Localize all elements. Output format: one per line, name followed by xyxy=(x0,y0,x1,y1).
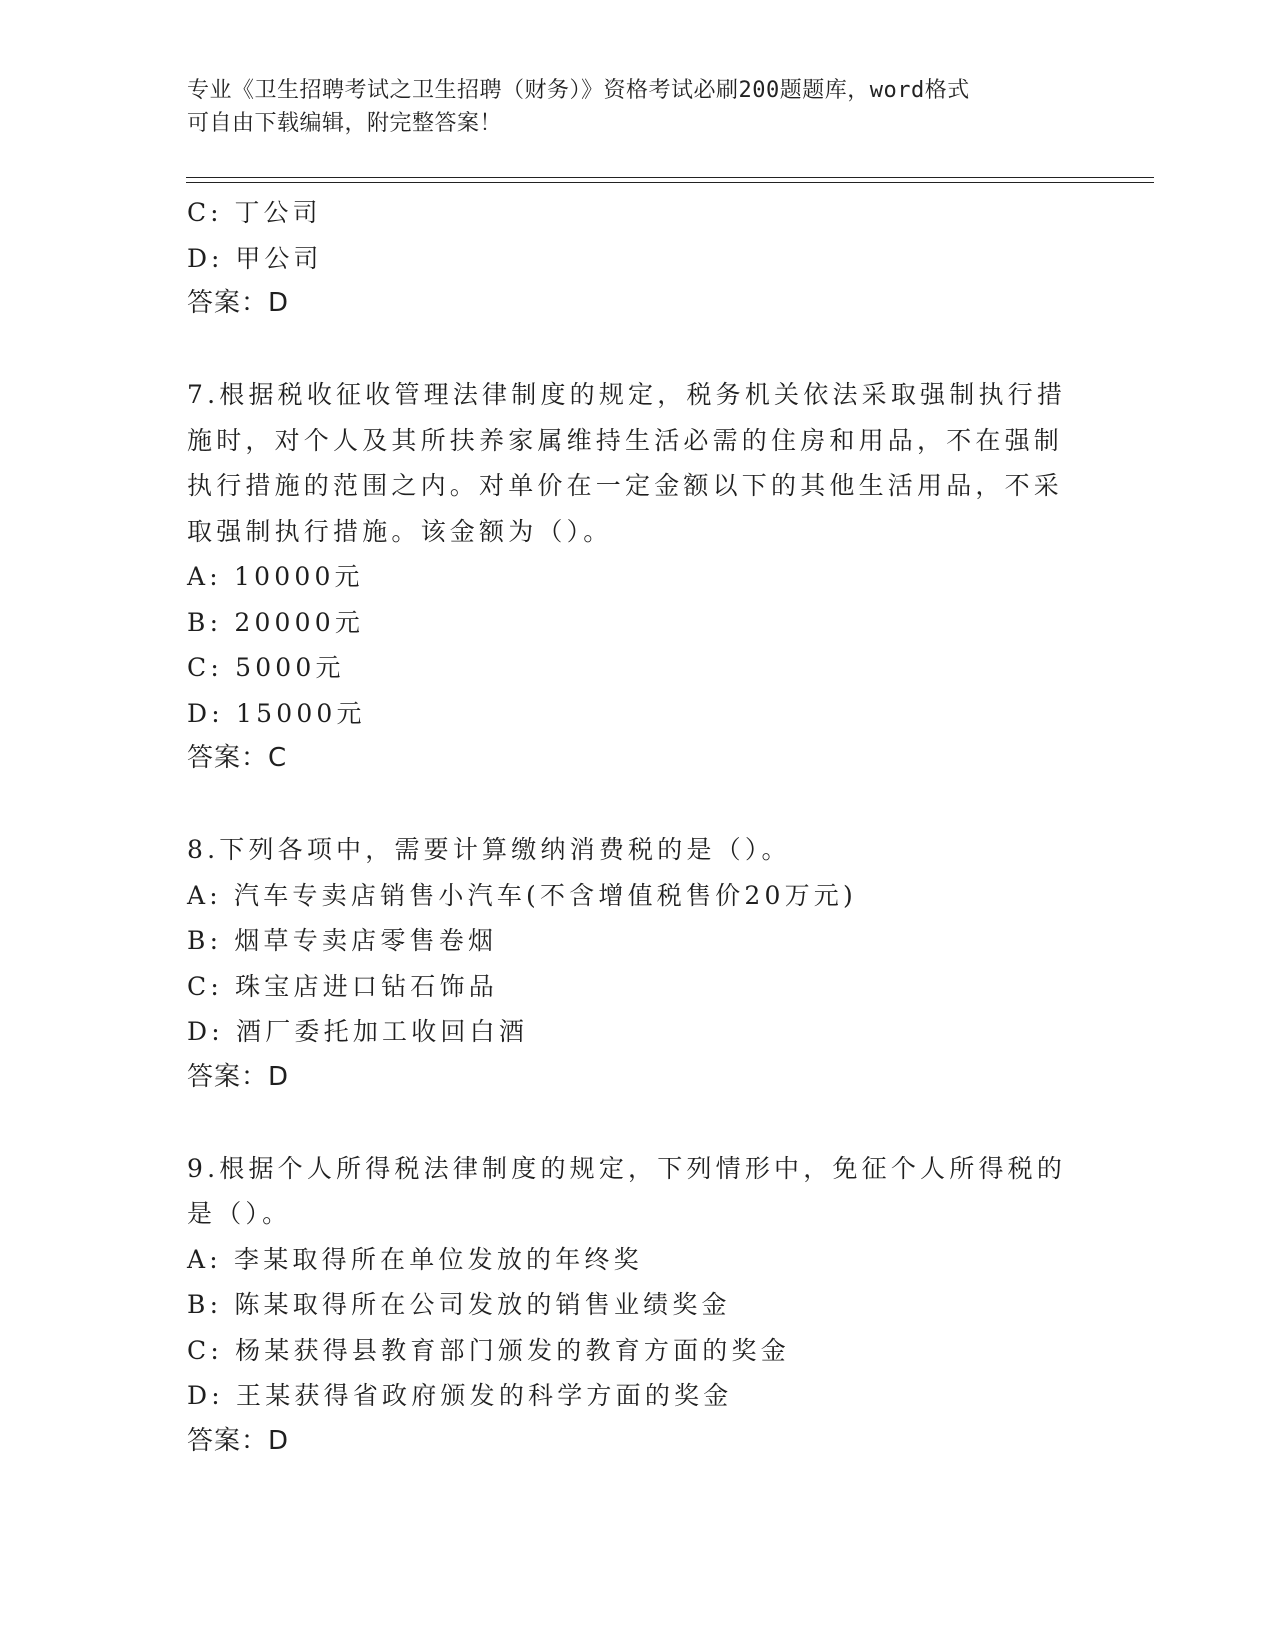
option-c: C: 珠宝店进口钻石饰品 xyxy=(187,971,498,1001)
answer-line: 答案：D xyxy=(187,1425,290,1456)
question-7 xyxy=(187,372,1087,782)
option-a: A: 汽车专卖店销售小汽车(不含增值税售价20万元) xyxy=(187,880,857,910)
question-text-line: 是（）。 xyxy=(187,1199,292,1228)
question-text-line: 施时，对个人及其所扶养家属维持生活必需的住房和用品，不在强制 xyxy=(187,425,1064,455)
answer-line: 答案：D xyxy=(187,288,290,318)
option-d: D: 15000元 xyxy=(187,698,366,728)
option-b: B: 20000元 xyxy=(187,607,365,637)
question-text-line: 8.下列各项中，需要计算缴纳消费税的是（）。 xyxy=(187,835,791,864)
option-c: C: 丁公司 xyxy=(187,198,322,227)
spacer xyxy=(187,327,1087,373)
option-a: A: 李某取得所在单位发放的年终奖 xyxy=(187,1244,643,1274)
continued-question xyxy=(187,190,1087,327)
question-9 xyxy=(187,1146,1087,1465)
spacer xyxy=(187,1100,1087,1146)
header-divider xyxy=(186,177,1154,183)
page-header xyxy=(187,74,1067,140)
option-c: C: 杨某获得县教育部门颁发的教育方面的奖金 xyxy=(187,1335,790,1365)
question-text-line: 执行措施的范围之内。对单价在一定金额以下的其他生活用品，不采 xyxy=(187,471,1064,500)
document-body xyxy=(187,190,1087,1464)
question-text-line: 9.根据个人所得税法律制度的规定，下列情形中，免征个人所得税的 xyxy=(187,1153,1067,1183)
question-text-line: 取强制执行措施。该金额为（）。 xyxy=(187,516,613,546)
option-a: A: 10000元 xyxy=(187,562,364,591)
option-d: D: 甲公司 xyxy=(187,243,323,273)
spacer xyxy=(187,782,1087,828)
option-d: D: 酒厂委托加工收回白酒 xyxy=(187,1017,529,1046)
option-c: C: 5000元 xyxy=(187,653,345,682)
header-title-line-2: 可自由下载编辑，附完整答案！ xyxy=(187,111,503,136)
option-b: B: 烟草专卖店零售卷烟 xyxy=(187,926,498,955)
option-d: D: 王某获得省政府颁发的科学方面的奖金 xyxy=(187,1381,733,1410)
header-title-line-1: 专业《卫生招聘考试之卫生招聘（财务）》资格考试必刷200题题库，word格式 xyxy=(187,78,970,103)
question-8 xyxy=(187,827,1087,1100)
answer-line: 答案：C xyxy=(187,743,288,773)
question-text-line: 7.根据税收征收管理法律制度的规定，税务机关依法采取强制执行措 xyxy=(187,380,1067,409)
answer-line: 答案：D xyxy=(187,1061,290,1092)
option-b: B: 陈某取得所在公司发放的销售业绩奖金 xyxy=(187,1290,731,1319)
